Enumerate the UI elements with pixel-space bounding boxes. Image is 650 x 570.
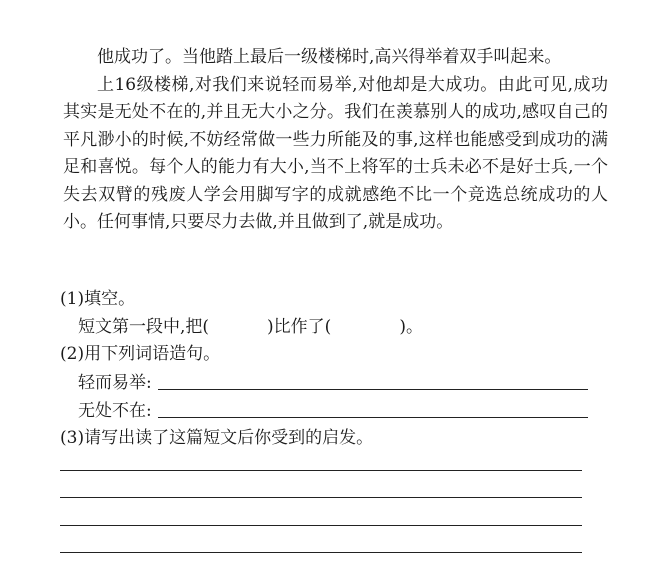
question-1-text-middle: )比作了( [267,317,332,337]
sentence-line-1[interactable] [158,389,588,390]
question-1-text-after: )。 [399,317,423,337]
question-1-prompt [78,316,423,338]
answer-line-2[interactable] [60,497,582,498]
passage-paragraph-2: 上16级楼梯,对我们来说轻而易举,对他却是大成功。由此可见,成功其实是无处不在的,并且无大小之分。我们在羡慕别人的成功,感叹自己的平凡渺小的时候,不妨经常做一些力所能及的事,这样也能感受到成功的满足和喜悦。每个人的能力有大小,当不上将军的士兵未必不是好士兵,一个失去双臂的残废人学会用脚写字的成就感绝不比一个竞选总统成功的人小。任何事情,只要尽力去做,并且做到了,就是成功。 [63,74,608,232]
question-2-label: (2)用下列词语造句。 [60,344,221,364]
question-2-word-1: 轻而易举: [78,373,152,393]
sentence-line-2[interactable] [158,417,588,418]
question-2-word-2: 无处不在: [78,401,152,421]
answer-line-1[interactable] [60,470,582,471]
reading-passage [63,44,608,237]
passage-paragraph-1: 他成功了。当他踏上最后一级楼梯时,高兴得举着双手叫起来。 [97,47,562,67]
question-1-label: (1)填空。 [60,289,136,309]
answer-line-4[interactable] [60,552,582,553]
question-1-text-before: 短文第一段中,把( [78,317,210,337]
answer-line-3[interactable] [60,525,582,526]
question-3-label: (3)请写出读了这篇短文后你受到的启发。 [60,428,374,448]
